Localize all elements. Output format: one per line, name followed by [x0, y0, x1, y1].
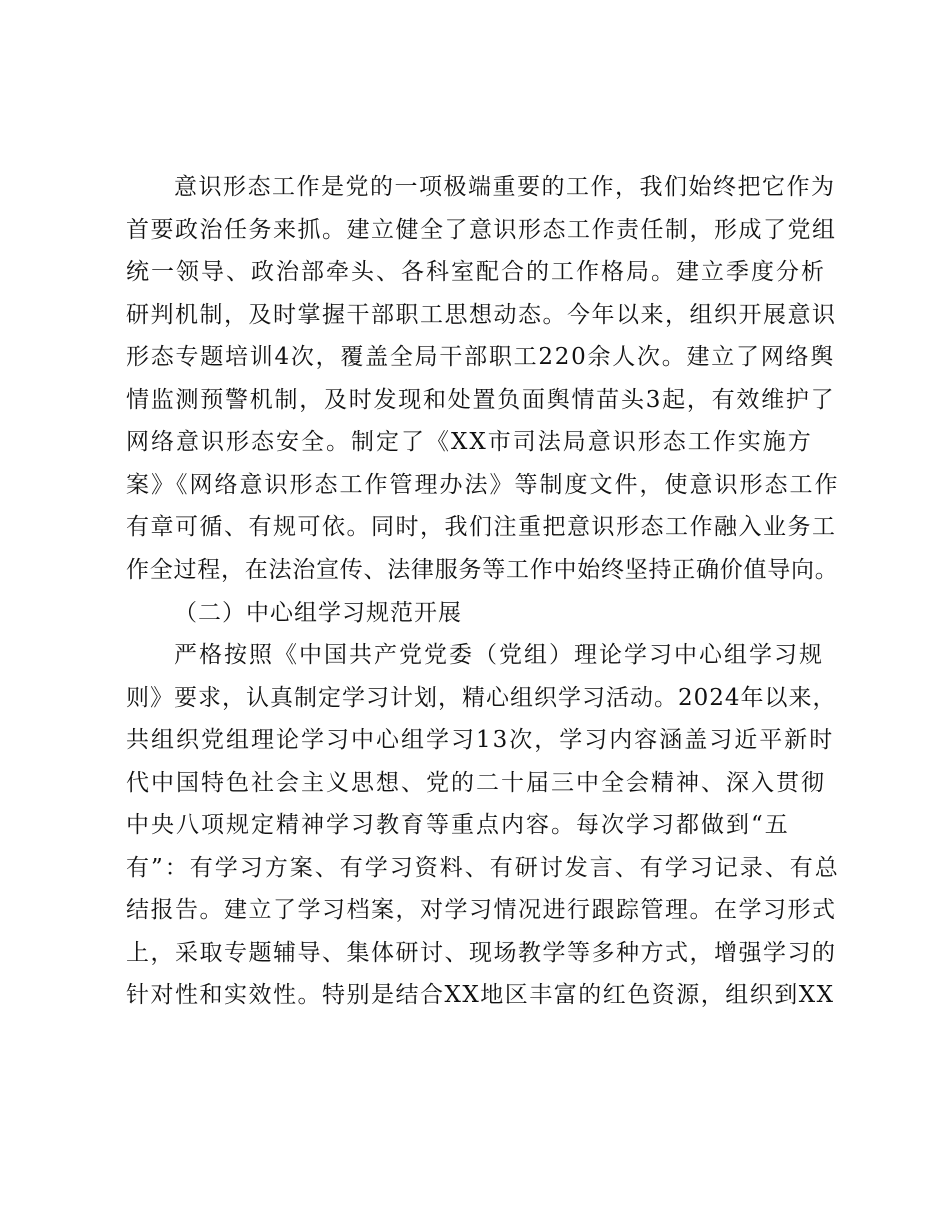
- paragraph-1-line-2: 首要政治任务来抓。建立健全了意识形态工作责任制，形成了党组: [126, 217, 837, 243]
- section-heading: （二）中心组学习规范开展: [174, 600, 462, 626]
- paragraph-1-line-5: 形态专题培训4次，覆盖全局干部职工220余人次。建立了网络舆: [126, 344, 836, 370]
- paragraph-1-line-9: 有章可循、有规可依。同时，我们注重把意识形态工作融入业务工: [126, 514, 837, 540]
- paragraph-1-line-6: 情监测预警机制，及时发现和处置负面舆情苗头3起，有效维护了: [126, 387, 836, 413]
- paragraph-2-line-5: 中央八项规定精神学习教育等重点内容。每次学习都做到“五: [126, 812, 790, 838]
- paragraph-2-line-6: 有”：有学习方案、有学习资料、有研讨发言、有学习记录、有总: [126, 855, 840, 881]
- paragraph-1-line-10: 作全过程，在法治宣传、法律服务等工作中始终坚持正确价值导向。: [126, 557, 839, 583]
- paragraph-2-line-9: 针对性和实效性。特别是结合XX地区丰富的红色资源，组织到XX: [126, 982, 835, 1008]
- paragraph-1-line-7: 网络意识形态安全。制定了《XX市司法局意识形态工作实施方: [126, 429, 813, 455]
- paragraph-1-line-1: 意识形态工作是党的一项极端重要的工作，我们始终把它作为: [174, 174, 836, 200]
- paragraph-2-line-8: 上，采取专题辅导、集体研讨、现场教学等多种方式，增强学习的: [126, 940, 837, 966]
- paragraph-1-line-4: 研判机制，及时掌握干部职工思想动态。今年以来，组织开展意识: [126, 302, 837, 328]
- paragraph-1-line-8: 案》《网络意识形态工作管理办法》等制度文件，使意识形态工作: [126, 472, 840, 498]
- paragraph-2-line-7: 结报告。建立了学习档案，对学习情况进行跟踪管理。在学习形式: [126, 897, 837, 923]
- paragraph-2-line-4: 代中国特色社会主义思想、党的二十届三中全会精神、深入贯彻: [126, 770, 826, 796]
- paragraph-2-line-2: 则》要求，认真制定学习计划，精心组织学习活动。2024年以来，: [126, 685, 837, 711]
- paragraph-2-line-3: 共组织党组理论学习中心组学习13次，学习内容涵盖习近平新时: [126, 727, 835, 753]
- paragraph-2-line-1: 严格按照《中国共产党党委（党组）理论学习中心组学习规: [174, 642, 824, 668]
- paragraph-1-line-3: 统一领导、政治部牵头、各科室配合的工作格局。建立季度分析: [126, 259, 826, 285]
